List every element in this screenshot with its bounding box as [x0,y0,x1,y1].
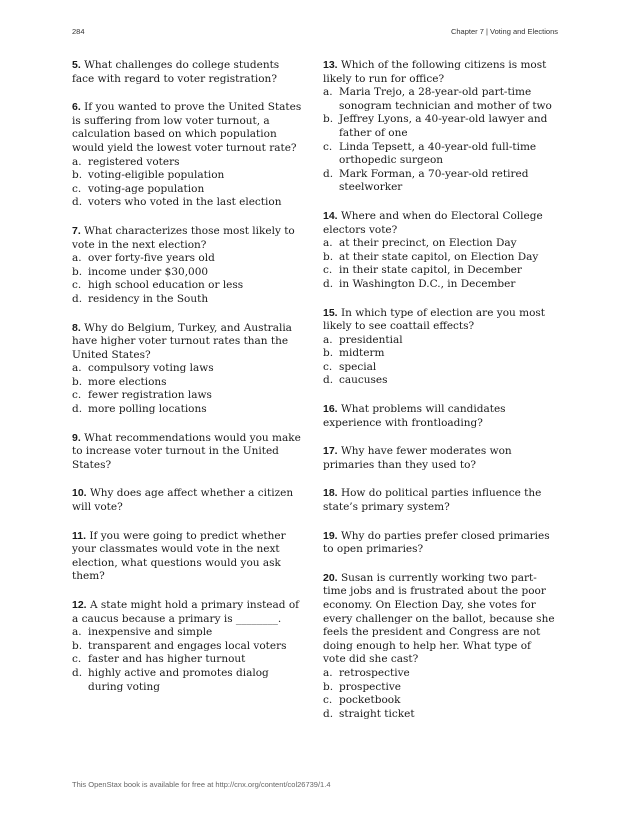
option-letter: c. [323,140,333,153]
option-text: inexpensive and simple [88,626,213,639]
answer-options [72,156,304,210]
option-text: fewer registration laws [88,389,212,402]
answer-option [72,169,304,183]
option-text: voting-age population [88,182,205,195]
option-letter: a. [323,237,333,250]
question [323,307,555,389]
question-number: 5. [72,59,81,71]
option-text: Jeffrey Lyons, a 40-year-old lawyer and father of one [339,113,548,139]
question-text: Where and when do Electoral College electors vote? [323,209,543,236]
question-stem [323,445,555,472]
option-letter: b. [72,639,83,652]
answer-option [72,196,304,210]
answer-option [323,278,555,292]
question-number: 15. [323,306,338,319]
answer-options [323,86,555,195]
page-number: 284 [72,27,85,36]
option-text: voters who voted in the last election [88,196,282,209]
answer-option [323,141,555,168]
option-letter: c. [323,694,333,707]
option-text: more elections [88,375,167,388]
question [72,487,304,514]
option-text: in Washington D.C., in December [339,277,516,290]
option-letter: d. [323,277,334,290]
question [72,322,304,417]
question-number: 17. [323,445,338,458]
option-letter: a. [323,86,333,99]
answer-option [72,376,304,390]
question-number: 11. [72,529,87,542]
question-stem [72,530,304,584]
answer-option [323,347,555,361]
option-text: Linda Tepsett, a 40-year-old full-time orthopedic surgeon [339,140,537,167]
answer-option [323,251,555,265]
answer-option [323,708,555,722]
answer-options [323,237,555,291]
answer-option [323,237,555,251]
question-stem [323,572,555,667]
option-letter: b. [323,347,334,360]
option-text: presidential [339,333,403,346]
chapter-title: Chapter 7 | Voting and Elections [450,27,558,36]
answer-option [323,681,555,695]
option-text: voting-eligible population [88,169,225,182]
option-letter: b. [323,250,334,263]
question-text: Which of the following citizens is most likely to run for office? [323,59,547,85]
question-stem [72,599,304,626]
question-stem [323,210,555,237]
question [323,487,555,514]
question-number: 18. [323,487,338,500]
option-text: straight ticket [339,707,415,720]
answer-option [323,361,555,375]
question-text: A state might hold a primary instead of a caucus because a primary is ________. [72,599,300,625]
option-letter: a. [323,333,333,346]
question-number: 8. [72,321,81,334]
option-text: residency in the South [88,292,209,305]
answer-options [72,626,304,694]
question-text: How do political parties influence the state’s primary system? [323,487,542,514]
question-stem [323,530,555,557]
answer-option [72,293,304,307]
question-stem [72,322,304,363]
option-letter: b. [72,265,83,278]
option-text: in their state capitol, in December [339,264,522,277]
question [323,210,555,292]
question-text: Susan is currently working two part-time jobs and is frustrated about the poor economy. On Election Day, she votes for every challenger on the ballot, because she feels the president and Congress are not doing enough to help her. What type of vote did she cast? [323,571,555,666]
option-text: retrospective [339,666,410,679]
question-stem [72,59,304,86]
answer-option [323,86,555,113]
question-text: If you were going to predict whether your classmates would vote in the next election, what questions would you ask them? [72,529,286,583]
option-text: faster and has higher turnout [88,653,246,666]
option-text: registered voters [88,155,180,168]
option-letter: b. [323,113,334,126]
answer-option [323,374,555,388]
question [323,445,555,472]
question-stem [323,307,555,334]
answer-option [72,156,304,170]
option-text: special [339,360,377,373]
answer-option [72,266,304,280]
option-text: compulsory voting laws [88,362,214,375]
question-number: 6. [72,101,81,114]
answer-option [72,389,304,403]
question-number: 12. [72,599,87,611]
option-letter: a. [72,155,82,168]
question-stem [323,403,555,430]
question-stem [323,487,555,514]
option-letter: a. [72,252,82,265]
question-number: 20. [323,571,338,584]
option-text: over forty-five years old [88,252,215,265]
answer-options [72,362,304,416]
footer-note: This OpenStax book is available for free at http://cnx.org/content/col26739/1.4 [72,780,331,789]
option-letter: d. [72,666,83,679]
answer-option [72,653,304,667]
answer-options [323,667,555,721]
answer-option [72,640,304,654]
answer-option [323,264,555,278]
question-text: What recommendations would you make to increase voter turnout in the United States? [72,431,301,471]
question-text: Why do parties prefer closed primaries to open primaries? [323,529,550,556]
answer-option [72,252,304,266]
option-text: prospective [339,680,401,693]
question-text: What challenges do college students face with regard to voter registration? [72,59,280,85]
question-text: Why have fewer moderates won primaries than they used to? [323,445,512,471]
right-column [323,59,555,736]
answer-option [72,626,304,640]
question-number: 19. [323,529,338,542]
question [72,599,304,694]
question-number: 14. [323,209,338,222]
option-text: high school education or less [88,279,244,292]
option-text: transparent and engages local voters [88,639,287,652]
answer-option [323,113,555,140]
option-letter: a. [72,362,82,375]
answer-option [323,334,555,348]
question-text: Why does age affect whether a citizen will vote? [72,487,294,514]
option-letter: c. [72,653,82,666]
option-text: caucuses [339,374,388,387]
option-letter: b. [72,375,83,388]
left-column [72,59,304,709]
question [323,59,555,195]
answer-option [72,667,304,694]
option-letter: d. [323,374,334,387]
question-stem [72,101,304,155]
answer-option [323,168,555,195]
option-letter: c. [72,279,82,292]
answer-option [72,183,304,197]
question-stem [72,225,304,252]
option-letter: c. [72,389,82,402]
option-letter: b. [72,169,83,182]
answer-option [72,279,304,293]
option-text: at their precinct, on Election Day [339,237,517,250]
question [72,59,304,86]
option-text: income under $30,000 [88,265,209,278]
answer-options [72,252,304,306]
option-letter: c. [72,182,82,195]
option-letter: c. [323,360,333,373]
answer-option [72,403,304,417]
question [323,530,555,557]
question [72,432,304,473]
question-number: 10. [72,487,87,500]
question-stem [323,59,555,86]
answer-option [323,667,555,681]
option-text: Mark Forman, a 70-year-old retired steelworker [339,167,529,194]
option-text: pocketbook [339,694,401,707]
question-stem [72,432,304,473]
option-letter: d. [72,196,83,209]
question-stem [72,487,304,514]
question [72,101,304,210]
answer-options [323,334,555,388]
option-letter: b. [323,680,334,693]
option-letter: d. [323,707,334,720]
question-text: Why do Belgium, Turkey, and Australia have higher voter turnout rates than the United States? [72,321,292,361]
option-text: midterm [339,347,385,360]
question-number: 7. [72,224,81,237]
question [323,572,555,722]
option-text: at their state capitol, on Election Day [339,250,539,263]
option-text: Maria Trejo, a 28-year-old part-time sonogram technician and mother of two [339,86,552,112]
option-text: highly active and promotes dialog during voting [88,666,269,693]
option-letter: a. [72,626,82,639]
question [72,530,304,584]
option-letter: c. [323,264,333,277]
question-number: 16. [323,403,338,416]
question-number: 13. [323,59,338,71]
answer-option [72,362,304,376]
question-text: In which type of election are you most likely to see coattail effects? [323,306,545,333]
question-text: What characterizes those most likely to vote in the next election? [72,224,295,251]
option-letter: d. [72,292,83,305]
option-letter: d. [72,403,83,416]
option-letter: d. [323,167,334,180]
option-text: more polling locations [88,403,207,416]
question [323,403,555,430]
question-number: 9. [72,431,81,444]
option-letter: a. [323,666,333,679]
question-text: If you wanted to prove the United States is suffering from low voter turnout, a calculation based on which population would yield the lowest voter turnout rate? [72,101,302,154]
answer-option [323,694,555,708]
question [72,225,304,307]
question-text: What problems will candidates experience with frontloading? [323,403,506,429]
